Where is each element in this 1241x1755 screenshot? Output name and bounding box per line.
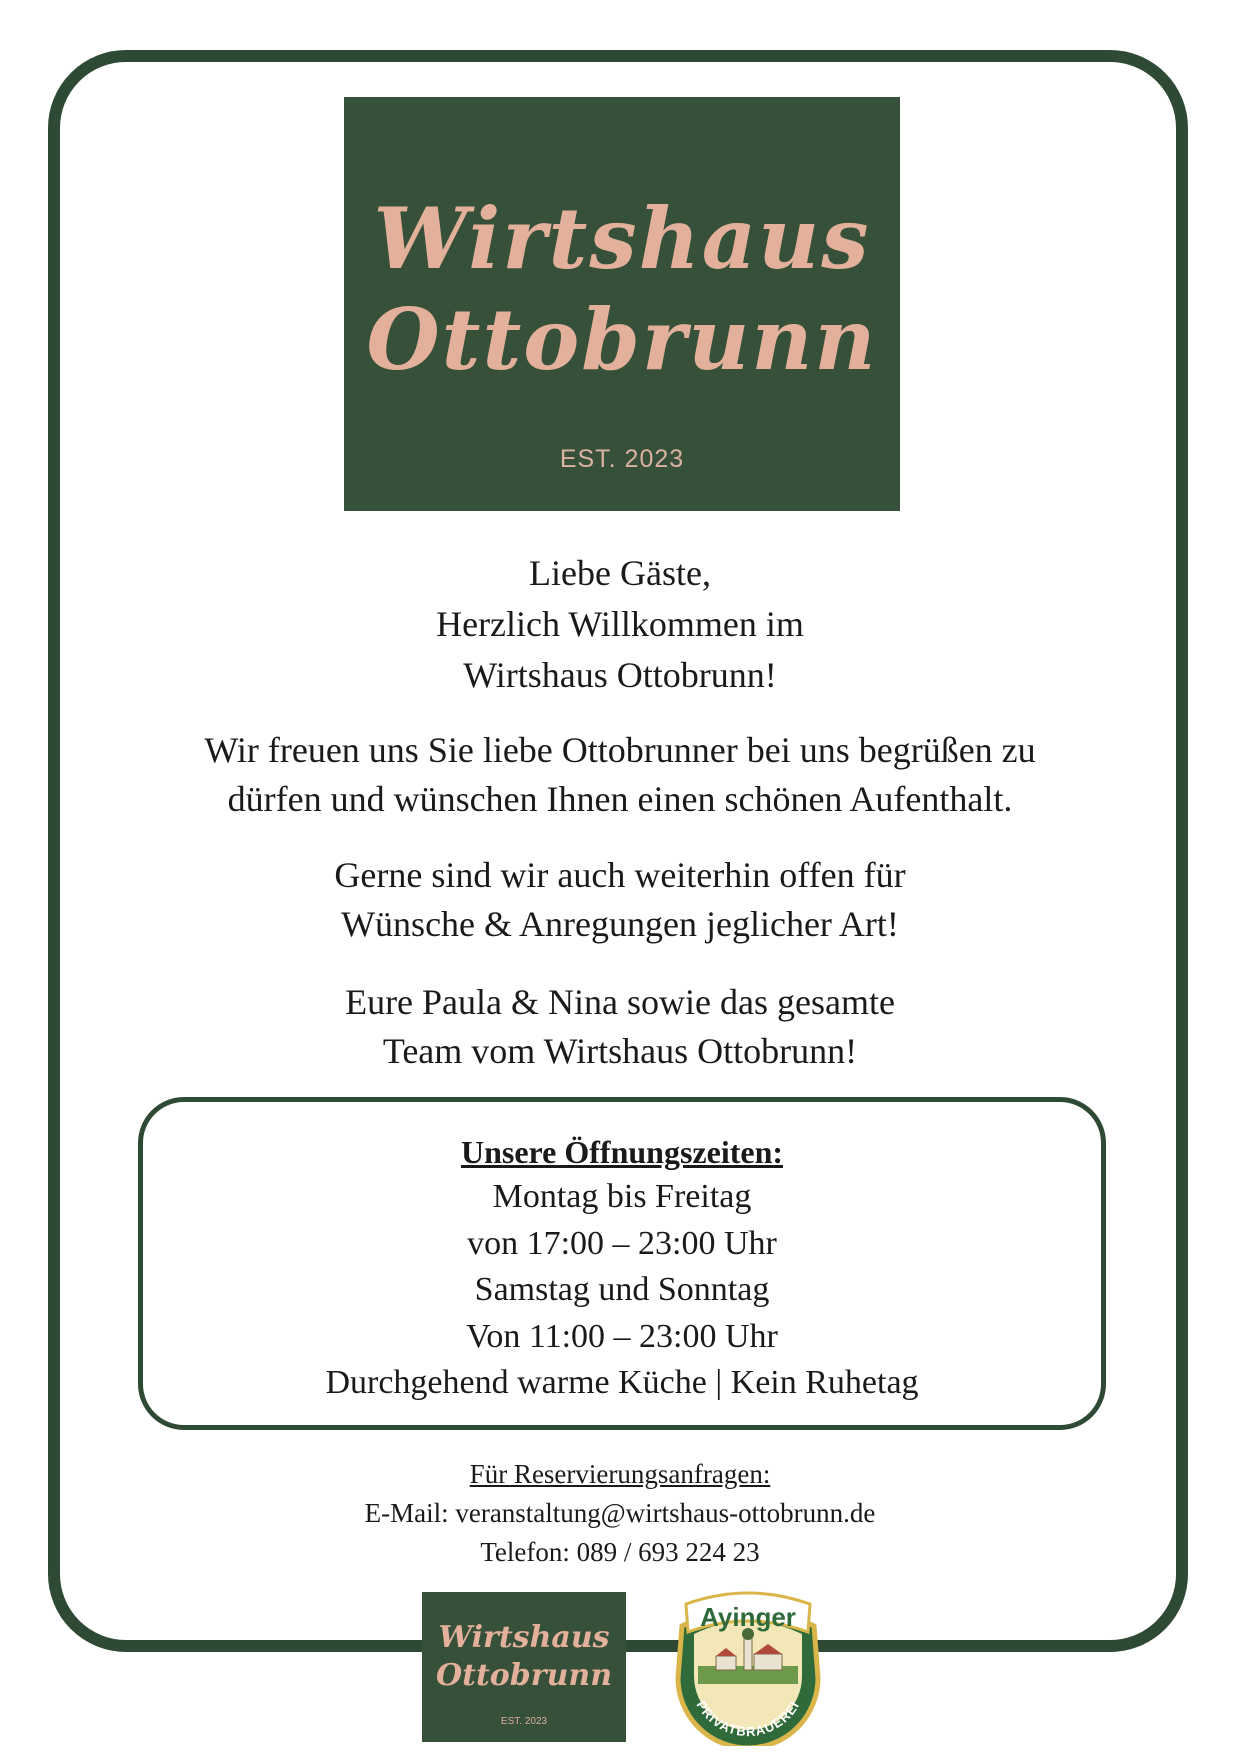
paragraph-line: dürfen und wünschen Ihnen einen schönen Aufenthalt. [227, 779, 1013, 819]
paragraph-line: Team vom Wirtshaus Ottobrunn! [382, 1031, 858, 1071]
greeting [100, 548, 1140, 701]
greeting-line-1: Liebe Gäste, [529, 553, 711, 593]
ayinger-subtitle: PRIVATBRAUEREI [693, 1697, 803, 1740]
small-logo-line-2: Ottobrunn [435, 1658, 613, 1693]
logo-line-2: Ottobrunn [366, 290, 878, 389]
ayinger-name: Ayinger [700, 1602, 796, 1632]
wirtshaus-logo [344, 97, 900, 511]
reservation-title: Für Reservierungsanfragen: [469, 1459, 771, 1489]
wirtshaus-logo-small [422, 1592, 626, 1742]
hours-line: Von 11:00 – 23:00 Uhr [466, 1317, 778, 1355]
feedback-paragraph [100, 851, 1140, 949]
hours-line: Montag bis Freitag [492, 1178, 752, 1215]
logo-est: EST. 2023 [559, 445, 685, 473]
logo-line-1: Wirtshaus [373, 189, 871, 288]
hours-line: von 17:00 – 23:00 Uhr [467, 1224, 777, 1262]
paragraph-line: Gerne sind wir auch weiterhin offen für [334, 855, 906, 895]
opening-hours-title: Unsere Öffnungszeiten: [460, 1134, 784, 1170]
greeting-line-3: Wirtshaus Ottobrunn! [463, 655, 777, 695]
opening-hours-box [138, 1097, 1106, 1430]
paragraph-line: Wünsche & Anregungen jeglicher Art! [341, 904, 899, 944]
ayinger-logo [668, 1586, 828, 1746]
hours-line: Durchgehend warme Küche | Kein Ruhetag [325, 1364, 919, 1401]
reservation-info [100, 1455, 1140, 1572]
paragraph-line: Eure Paula & Nina sowie das gesamte [345, 982, 895, 1022]
reservation-email[interactable]: E-Mail: veranstaltung@wirtshaus-ottobrunn.de [364, 1498, 876, 1528]
greeting-line-2: Herzlich Willkommen im [436, 604, 804, 644]
small-logo-line-1: Wirtshaus [438, 1620, 610, 1655]
hours-line: Samstag und Sonntag [474, 1271, 770, 1308]
reservation-phone[interactable]: Telefon: 089 / 693 224 23 [480, 1537, 760, 1567]
paragraph-line: Wir freuen uns Sie liebe Ottobrunner bei uns begrüßen zu [204, 730, 1036, 770]
welcome-paragraph [100, 726, 1140, 824]
signature-paragraph [100, 978, 1140, 1076]
small-logo-est: EST. 2023 [500, 1716, 548, 1727]
